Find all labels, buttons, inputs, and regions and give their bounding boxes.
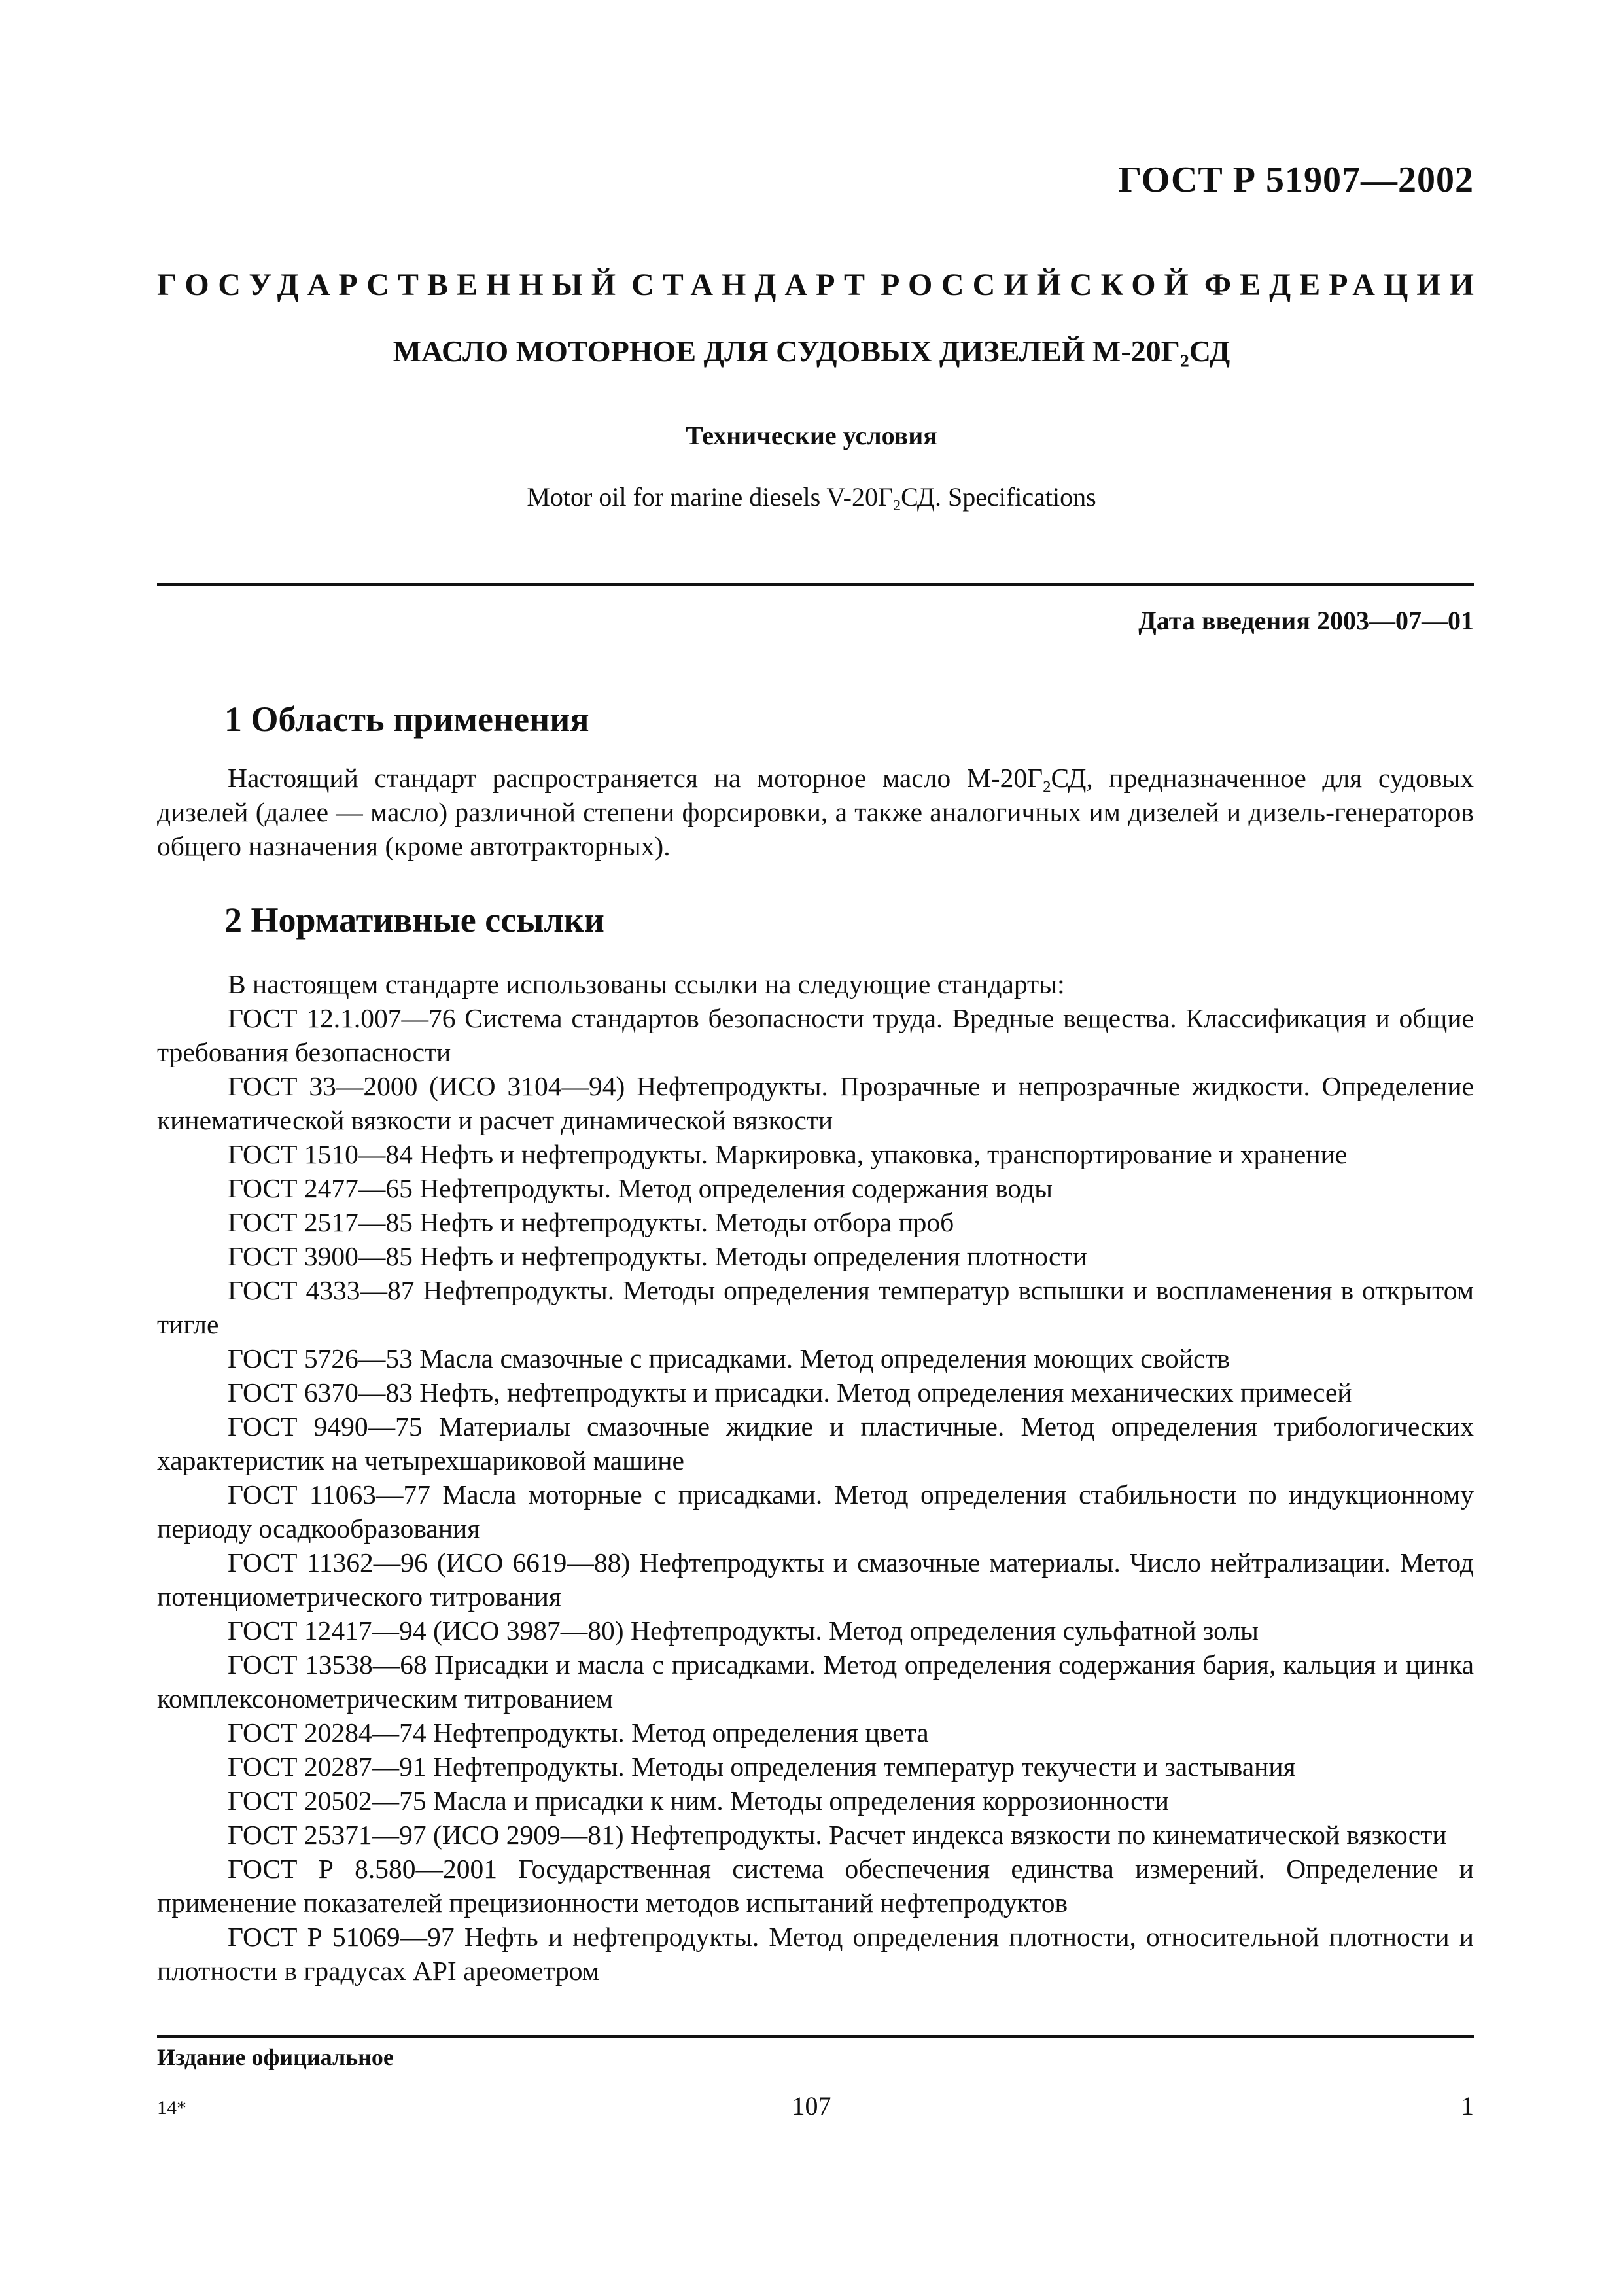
page-number: 1 xyxy=(1461,2091,1474,2121)
reference-paragraph: ГОСТ 25371—97 (ИСО 2909—81) Нефтепродукты. Расчет индекса вязкости по кинематической вязкости xyxy=(228,1820,1447,1850)
reference-paragraph: ГОСТ 12.1.007—76 Система стандартов безопасности труда. Вредные вещества. Классификация и общие требования безопасности xyxy=(157,1003,1474,1067)
reference-paragraph: ГОСТ 3900—85 Нефть и нефтепродукты. Методы определения плотности xyxy=(228,1241,1087,1271)
official-edition-label: Издание официальное xyxy=(157,2044,394,2070)
reference-paragraph: ГОСТ 33—2000 (ИСО 3104—94) Нефтепродукты. Прозрачные и непрозрачные жидкости. Определение кинематической вязкости и расчет динамической вязкости xyxy=(157,1071,1474,1135)
reference-paragraph: ГОСТ Р 8.580—2001 Государственная система обеспечения единства измерений. Определение и применение показателей прецизионности методов испытаний нефтепродуктов xyxy=(157,1854,1474,1918)
header-word: РОССИЙСКОЙ xyxy=(880,268,1197,302)
footer-rule xyxy=(157,2035,1474,2038)
reference-paragraph: ГОСТ 11063—77 Масла моторные с присадками. Метод определения стабильности по индукционному периоду осадкообразования xyxy=(157,1479,1474,1544)
header-word: ФЕДЕРАЦИИ xyxy=(1204,268,1482,302)
section-1-heading: 1 Область применения xyxy=(224,699,589,739)
section-2-heading: 2 Нормативные ссылки xyxy=(224,900,604,940)
english-title: Motor oil for marine diesels $V-20Г_2СД$. Specifications xyxy=(527,482,1096,515)
reference-paragraph: ГОСТ 20502—75 Масла и присадки к ним. Методы определения коррозионности xyxy=(228,1786,1169,1816)
introduction-date: Дата введения 2003—07—01 xyxy=(1138,606,1474,635)
standard-header xyxy=(157,267,1482,303)
reference-paragraph: ГОСТ Р 51069—97 Нефть и нефтепродукты. Метод определения плотности, относительной плотности и плотности в градусах API ареометром xyxy=(157,1922,1474,1986)
header-word: СТАНДАРТ xyxy=(631,268,873,302)
document-code: ГОСТ Р 51907—2002 xyxy=(1118,160,1474,200)
section-1-body xyxy=(157,761,1474,863)
reference-paragraph: ГОСТ 11362—96 (ИСО 6619—88) Нефтепродукты и смазочные материалы. Число нейтрализации. Метод потенциометрического титрования xyxy=(157,1547,1474,1612)
reference-paragraph: ГОСТ 12417—94 (ИСО 3987—80) Нефтепродукты. Метод определения сульфатной золы xyxy=(228,1616,1259,1646)
reference-paragraph: ГОСТ 6370—83 Нефть, нефтепродукты и присадки. Метод определения механических примесей xyxy=(228,1377,1352,1407)
reference-paragraph: ГОСТ 1510—84 Нефть и нефтепродукты. Маркировка, упаковка, транспортирование и хранение xyxy=(228,1139,1348,1169)
reference-paragraph: ГОСТ 4333—87 Нефтепродукты. Методы определения температур вспышки и воспламенения в открытом тигле xyxy=(157,1275,1474,1339)
document-title: МАСЛО МОТОРНОЕ ДЛЯ СУДОВЫХ ДИЗЕЛЕЙ $М-20Г_2СД$ xyxy=(393,334,1230,371)
reference-paragraph: ГОСТ 20287—91 Нефтепродукты. Методы определения температур текучести и застывания xyxy=(228,1752,1296,1782)
reference-paragraph: ГОСТ 9490—75 Материалы смазочные жидкие и пластичные. Метод определения трибологических характеристик на четырехшариковой машине xyxy=(157,1411,1474,1475)
header-rule xyxy=(157,583,1474,586)
reference-paragraph: ГОСТ 2517—85 Нефть и нефтепродукты. Методы отбора проб xyxy=(228,1207,954,1237)
reference-paragraph: В настоящем стандарте использованы ссылки на следующие стандарты: xyxy=(228,969,1065,999)
section-2-body xyxy=(157,967,1474,1988)
sheet-signature: 14* xyxy=(157,2097,186,2119)
section-1-paragraph: Настоящий стандарт распространяется на моторное масло $М-20Г_2СД$, предназначенное для судовых дизелей (далее — масло) различной степени форсировки, а также аналогичных им дизелей и дизель-генераторов общего назначения (кроме автотракторных). xyxy=(157,763,1474,861)
reference-paragraph: ГОСТ 2477—65 Нефтепродукты. Метод определения содержания воды xyxy=(228,1173,1053,1203)
header-word: ГОСУДАРСТВЕННЫЙ xyxy=(157,268,625,302)
reference-paragraph: ГОСТ 13538—68 Присадки и масла с присадками. Метод определения содержания бария, кальция и цинка комплексонометрическим титрованием xyxy=(157,1650,1474,1714)
reference-paragraph: ГОСТ 20284—74 Нефтепродукты. Метод определения цвета xyxy=(228,1718,929,1748)
reference-paragraph: ГОСТ 5726—53 Масла смазочные с присадками. Метод определения моющих свойств xyxy=(228,1343,1230,1373)
collection-page-number: 107 xyxy=(792,2091,831,2121)
document-subtitle: Технические условия xyxy=(686,421,937,450)
